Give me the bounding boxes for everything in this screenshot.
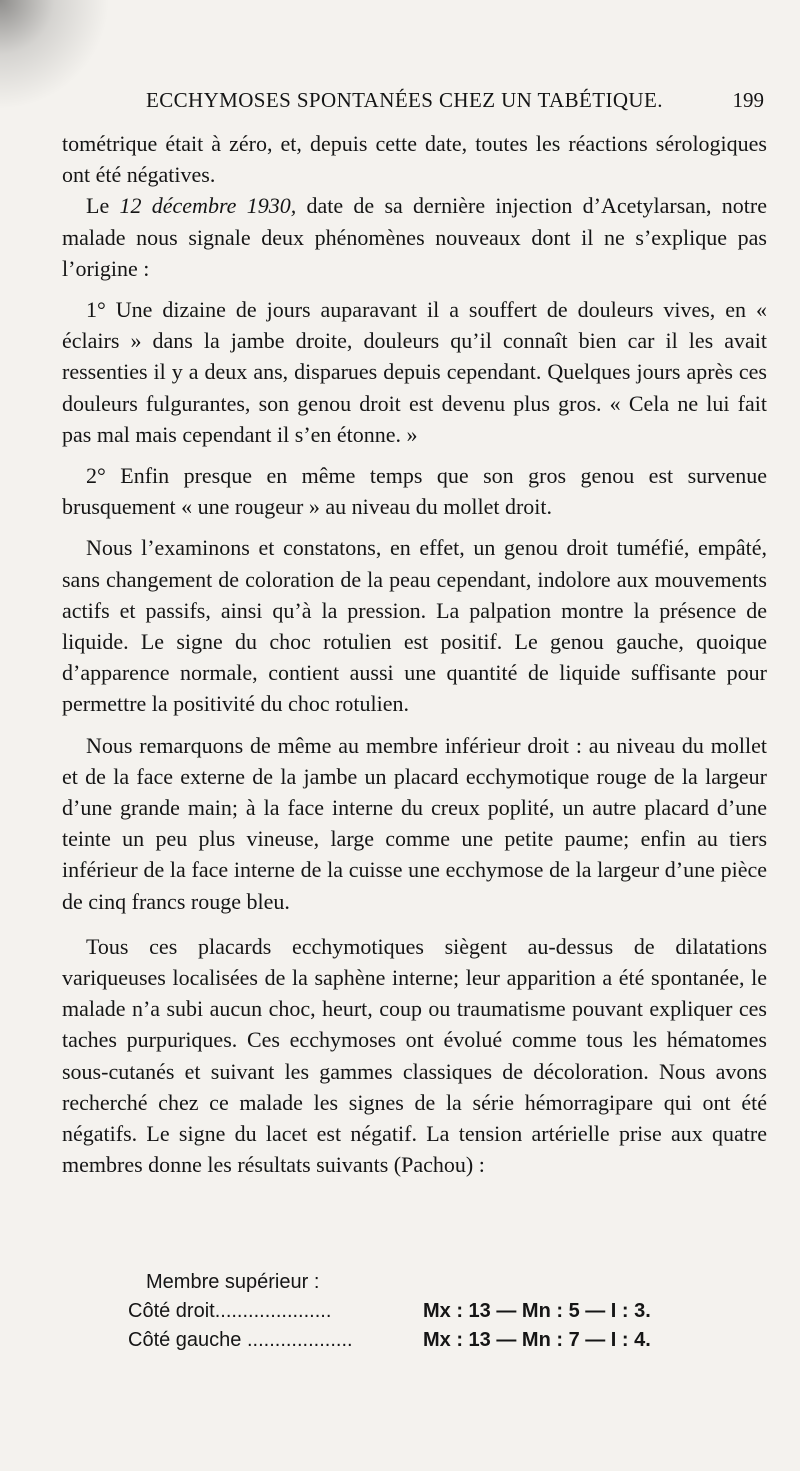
row-label: Côté gauche ...................	[128, 1329, 353, 1351]
page-edge-shading	[0, 0, 110, 110]
paragraph-ecchymoses: Nous remarquons de même au membre inférieur droit : au niveau du mollet et de la face externe de la jambe un placard ecchymotique rouge de la largeur d’une grande main; à la face interne du creux poplité, un autre placard d’une teinte un peu plus vineuse, large comme une petite paume; enfin au tiers inférieur de la face interne de la cuisse une ecchymose de la largeur d’une pièce de cinq francs rouge bleu.	[62, 732, 767, 914]
page-number: 199	[732, 88, 764, 112]
body-text	[62, 128, 767, 1181]
paragraph-symptom-2: 2° Enfin presque en même temps que son gros genou est survenue brusquement « une rougeur » au niveau du mollet droit.	[62, 463, 767, 520]
paragraph-injection-date	[62, 190, 767, 284]
table-heading: Membre supérieur :	[146, 1271, 320, 1293]
running-title: ECCHYMOSES SPONTANÉES CHEZ UN TABÉTIQUE.	[146, 88, 663, 112]
page-header	[146, 88, 766, 118]
paragraph-text: date de sa dernière injection d’Acetylarsan, notre malade nous signale deux phénomènes nouveaux dont il ne s’explique pas l’origine :	[62, 193, 768, 281]
table-row	[128, 1297, 748, 1326]
paragraph-tension: Tous ces placards ecchymotiques siègent au-dessus de dilatations variqueuses localisées de la saphène interne; leur apparition a été spontanée, le malade n’a subi aucun choc, heurt, coup ou traumatisme pouvant expliquer ces taches purpuriques. Ces ecchymoses ont évolué comme tous les hématomes sous-cutanés et suivant les gammes classiques de décoloration. Nous avons recherché chez ce malade les signes de la série hémorragipare qui ont été négatifs. Le signe du lacet est négatif. La tension artérielle prise aux quatre membres donne les résultats suivants (Pachou) :	[62, 933, 767, 1178]
paragraph-examination: Nous l’examinons et constatons, en effet, un genou droit tuméfié, empâté, sans changement de coloration de la peau cependant, indolore aux mouvements actifs et passifs, ainsi qu’à la pression. La palpation montre la présence de liquide. Le signe du choc rotulien est positif. Le genou gauche, quoique d’apparence normale, contient aussi une quantité de liquide suffisante pour permettre la positivité du choc rotulien.	[62, 535, 767, 717]
row-values: Mx : 13 — Mn : 7 — I : 4.	[423, 1329, 651, 1351]
paragraph-text: Le	[86, 193, 120, 219]
table-row	[128, 1326, 748, 1355]
row-label: Côté droit.....................	[128, 1300, 332, 1322]
blood-pressure-table	[128, 1268, 748, 1355]
paragraph-symptom-1: 1° Une dizaine de jours auparavant il a souffert de douleurs vives, en « éclairs » dans la jambe droite, douleurs qu’il connaît bien car il les avait ressenties il y a deux ans, disparues depuis cependant. Quelques jours après ces douleurs fulgurantes, son genou droit est devenu plus gros. « Cela ne lui fait pas mal mais cependant il s’en étonne. »	[62, 297, 767, 447]
paragraph-continuation: tométrique était à zéro, et, depuis cette date, toutes les réactions sérologiques ont été négatives.	[62, 131, 767, 188]
injection-date: 12 décembre 1930,	[119, 193, 297, 219]
row-values: Mx : 13 — Mn : 5 — I : 3.	[423, 1300, 651, 1322]
